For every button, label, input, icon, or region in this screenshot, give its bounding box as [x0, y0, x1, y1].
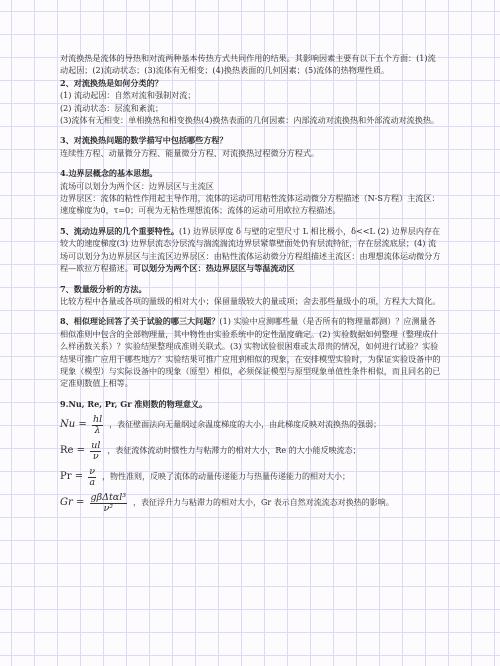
formula-re-lhs: Re — [60, 445, 74, 457]
formula-nu-numerator: hl — [92, 414, 103, 426]
section-8-title: 8、相似理论回答了关于试验的哪三大问题？ — [60, 316, 220, 327]
section-5-body: (1) 边界层厚度 δ 与壁的定型尺寸 L 相比极小，δ<<L (2) 边界层内存在较大的速度梯度(3) 边界层流态分层流与湍流湍流边界层紧靠壁面处仍有层流特征，存在层流底层；(4) 流场可以划分为边界层区与主流区边界层区：由粘性流体运动微分方程组描述主流区：由理想流体运动微分方程—欧拉方程描述。 — [60, 225, 441, 274]
section-8-paragraph — [60, 315, 442, 389]
formula-re-description: ，表征流体流动时惯性力与粘滞力的相对大小，Re 的大小能反映流态； — [107, 446, 361, 456]
formula-re: Re = $\frac{ul}{\nu}$ ，表征流体流动时惯性力与粘滞力的相对大小，Re 的大小能反映流态； — [60, 440, 361, 463]
section-3-title: 3、对流换热问题的数学描写中包括哪些方程？ — [60, 135, 228, 146]
section-5-paragraph — [60, 225, 442, 275]
formula-gr: Gr = $\frac{\text{gβΔtαl³}}{\text{ν²}}$ ，表征浮升力与粘滞力的相对大小，Gr 表示自然对流流态对换热的影响。 — [60, 492, 394, 515]
formula-nu-lhs: Nu — [60, 419, 76, 431]
formula-gr-description: ，表征浮升力与粘滞力的相对大小，Gr 表示自然对流流态对换热的影响。 — [133, 498, 394, 508]
formula-gr-numerator: gβΔtαl³ — [90, 492, 127, 504]
section-7-body: 比较方程中各量或各项的量级的相对大小；保留量级较大的量或项；舍去那些量级小的项，方程大大简化。 — [60, 295, 441, 306]
section-2-line-1: (1) 流动起因：自然对流和强制对流； — [60, 90, 196, 101]
formula-re-denominator: ν — [92, 451, 99, 463]
formula-nu-denominator: λ — [94, 425, 101, 437]
formula-gr-lhs: Gr — [60, 497, 73, 509]
section-3-body: 连续性方程、动量微分方程、能量微分方程、对流换热过程微分方程式。 — [60, 147, 320, 158]
intro-paragraph: 对流换热是流体的导热和对流两种基本传热方式共同作用的结果。其影响因素主要有以下五个方面：(1)流动起因；(2)流动状态；(3)流体有无相变；(4)换热表面的几何因素；(5)流体的热物理性质。 — [60, 53, 436, 76]
section-9-title: 9.Nu, Re, Pr, Gr 准则数的物理意义。 — [60, 398, 208, 409]
section-4-line-1: 流场可以划分为两个区：边界层区与主流区 — [60, 180, 214, 191]
formula-pr-numerator: ν — [89, 466, 96, 478]
section-2-title: 2、对流换热是如何分类的？ — [60, 77, 163, 88]
formula-pr: Pr = $\frac{\nu}{a}$ ，物性准则，反映了流体的动量传递能力与热量传递能力的相对大小； — [60, 466, 351, 489]
formula-pr-denominator: a — [89, 477, 95, 489]
section-5-title: 5、流动边界层的几个重要特性。 — [60, 225, 179, 236]
section-4-line-2: 边界层区：流体的粘性作用起主导作用，流体的运动可用粘性流体运动微分方程描述（N-S方程）主流区：速度梯度为0，τ=0；可视为无粘性理想流体；流体的运动可用欧拉方程描述。 — [60, 193, 440, 216]
formula-pr-lhs: Pr — [60, 471, 72, 483]
formula-gr-denominator: ν² — [103, 503, 114, 515]
section-7-title: 7、数量级分析的方法。 — [60, 283, 147, 294]
section-2-line-3: (3)流体有无相变：单相换热和相变换热(4)换热表面的几何因素：内部流动对流换热和外部流动对流换热。 — [60, 115, 440, 126]
section-2-line-2: (2) 流动状态：层流和紊流； — [60, 102, 164, 113]
formula-nu-description: ，表征壁面法向无量纲过余温度梯度的大小，由此梯度反映对流换热的强弱； — [109, 420, 382, 430]
section-4-title: 4.边界层概念的基本思想。 — [60, 168, 158, 179]
document-page — [60, 52, 442, 519]
formula-pr-description: ，物性准则，反映了流体的动量传递能力与热量传递能力的相对大小； — [102, 472, 351, 482]
section-5-bold-tail: 可以划分为两个区：热边界层区与等温流动区 — [132, 263, 295, 274]
formula-nu: Nu = $\frac{hl}{\lambda}$ ，表征壁面法向无量纲过余温度梯度的大小，由此梯度反映对流换热的强弱； — [60, 414, 382, 437]
formula-re-numerator: ul — [91, 440, 101, 452]
section-8-body: (1) 实验中应测哪些量（是否所有的物理量都测）？应测量各相似准则中包含的全部物理量，其中物性由实验系统中的定性温度确定。(2) 实验数据如何整理（整理成什么样函数关系）？实验结果整理成准则关联式。(3) 实物试验很困难或太昂贵的情况，如何进行试验？实验结果可推广应用于哪些地方？实验结果可推广应用到相似的现象，在安排模型实验时，为保证实验设备中的现象（模型）与实际设备中的现象（原型）相似，必须保证模型与原型现象单值性条件相似，而且同名的已定准则数值上相等。 — [60, 316, 441, 389]
